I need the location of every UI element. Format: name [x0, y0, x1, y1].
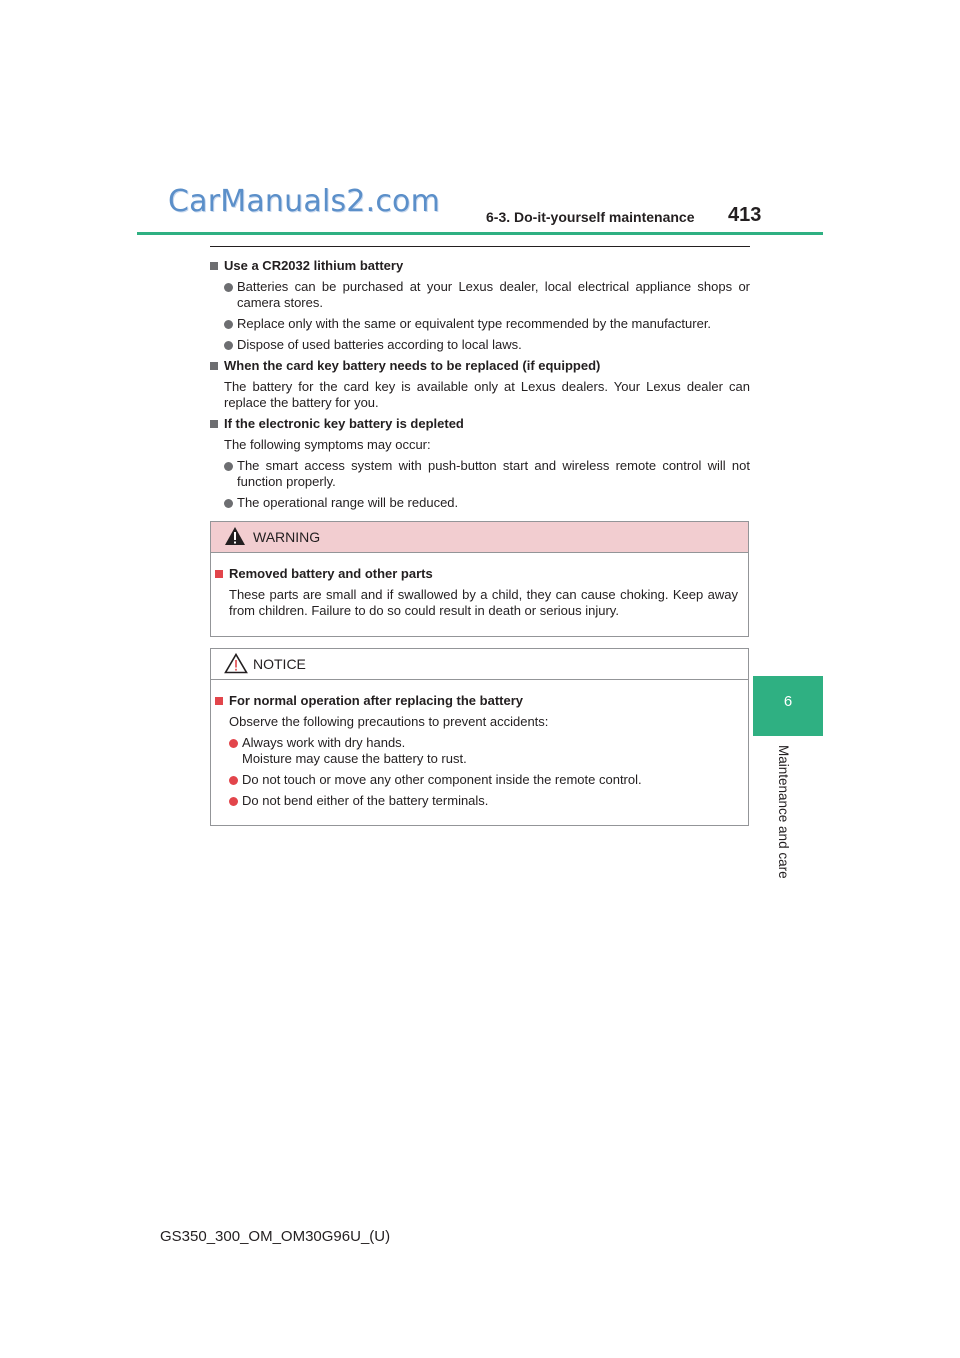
list-item: The smart access system with push-button start and wireless remote control will not function properly.: [210, 458, 750, 490]
square-bullet-icon: [215, 570, 223, 578]
round-bullet-icon: [229, 797, 238, 806]
chapter-tab: 6: [753, 676, 823, 736]
warning-box: [210, 521, 749, 637]
warning-header: [211, 522, 748, 553]
square-bullet-icon: [210, 362, 218, 370]
document-code: GS350_300_OM_OM30G96U_(U): [160, 1228, 391, 1245]
list-item: Dispose of used batteries according to local laws.: [210, 337, 750, 353]
section-heading: When the card key battery needs to be replaced (if equipped): [210, 358, 750, 374]
content-rule: [210, 246, 750, 247]
round-bullet-icon: [229, 776, 238, 785]
list-item: Replace only with the same or equivalent type recommended by the manufacturer.: [210, 316, 750, 332]
round-bullet-icon: [224, 499, 233, 508]
notice-body: [211, 680, 748, 809]
notice-triangle-icon: [224, 653, 248, 674]
list-item: Batteries can be purchased at your Lexus dealer, local electrical appliance shops or camera stores.: [210, 279, 750, 311]
warning-triangle-icon: [224, 526, 246, 546]
round-bullet-icon: [229, 739, 238, 748]
main-content: [210, 258, 750, 511]
notice-heading: For normal operation after replacing the battery: [215, 693, 738, 709]
notice-text: Observe the following precautions to prevent accidents:: [229, 714, 549, 729]
square-bullet-icon: [210, 262, 218, 270]
section-heading: If the electronic key battery is depleted: [210, 416, 750, 432]
list-item: The operational range will be reduced.: [210, 495, 750, 511]
list-item: Always work with dry hands. Moisture may cause the battery to rust.: [215, 735, 738, 767]
round-bullet-icon: [224, 341, 233, 350]
square-bullet-icon: [215, 697, 223, 705]
warning-title: WARNING: [253, 529, 321, 545]
section-heading: Use a CR2032 lithium battery: [210, 258, 750, 274]
section-text: The following symptoms may occur:: [224, 437, 431, 452]
round-bullet-icon: [224, 320, 233, 329]
warning-body: [211, 553, 748, 619]
chapter-label: Maintenance and care: [776, 745, 791, 879]
list-item: Do not touch or move any other component inside the remote control.: [215, 772, 738, 788]
section-title: 6-3. Do-it-yourself maintenance: [486, 209, 695, 225]
round-bullet-icon: [224, 462, 233, 471]
notice-title: NOTICE: [253, 656, 306, 672]
section-text: The battery for the card key is available only at Lexus dealers. Your Lexus dealer can replace the battery for you.: [224, 379, 750, 410]
square-bullet-icon: [210, 420, 218, 428]
notice-box: [210, 648, 749, 826]
round-bullet-icon: [224, 283, 233, 292]
header-rule: [137, 232, 823, 235]
page-number: 413: [728, 204, 762, 226]
notice-header: [211, 649, 748, 680]
warning-heading: Removed battery and other parts: [215, 566, 738, 582]
warning-text: These parts are small and if swallowed by a child, they can cause choking. Keep away from children. Failure to do so could result in death or serious injury.: [229, 587, 738, 618]
watermark: CarManuals2.com: [168, 184, 441, 219]
list-item: Do not bend either of the battery terminals.: [215, 793, 738, 809]
